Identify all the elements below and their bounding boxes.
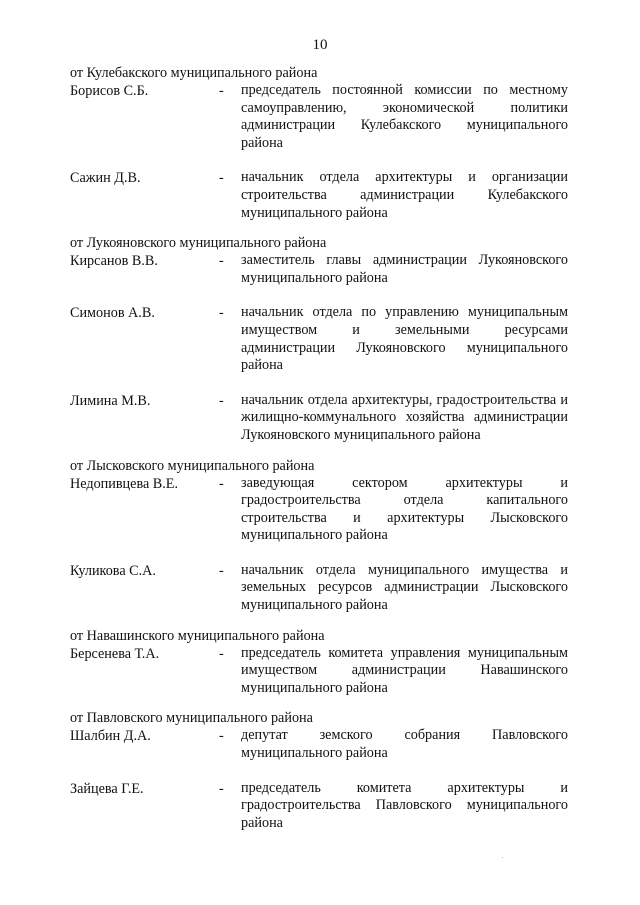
member-position: начальник отдела архитектуры, градостроительства и жилищно-коммунального хозяйства администрации Лукояновского муниципального района — [241, 391, 568, 443]
member-name: Кирсанов В.В. — [70, 253, 158, 270]
dash-separator: - — [219, 170, 224, 187]
section-header: от Навашинского муниципального района — [70, 627, 325, 644]
section-navashino — [70, 627, 570, 698]
member-entry — [70, 252, 570, 287]
member-position: начальник отдела муниципального имущества и земельных ресурсов администрации Лысковского муниципального района — [241, 561, 568, 614]
member-position: начальник отдела по управлению муниципальным имуществом и земельными ресурсами администрации Лукояновского муниципального района — [241, 304, 568, 374]
member-entry — [70, 475, 570, 545]
member-name: Шалбин Д.А. — [70, 728, 151, 745]
member-name: Недопивцева В.Е. — [70, 475, 179, 492]
member-name: Симонов А.В. — [70, 305, 155, 322]
section-kulebaki — [70, 64, 570, 222]
member-name: Зайцева Г.Е. — [70, 780, 144, 797]
dash-separator: - — [219, 562, 224, 579]
dash-separator: - — [219, 305, 224, 322]
member-entry — [70, 562, 570, 615]
member-position: председатель постоянной комиссии по местному самоуправлению, экономической политики администрации Кулебакского муниципального района — [241, 82, 568, 151]
member-entry — [70, 780, 570, 833]
section-header: от Павловского муниципального района — [70, 710, 313, 727]
member-name: Лимина М.В. — [70, 392, 151, 409]
dash-separator: - — [219, 728, 224, 745]
member-position: начальник отдела архитектуры и организации строительства администрации Кулебакского муниципального района — [241, 169, 568, 221]
page-number: 10 — [312, 37, 328, 53]
member-entry — [70, 392, 570, 445]
member-position: депутат земского собрания Павловского муниципального района — [241, 727, 568, 762]
member-entry — [70, 645, 570, 698]
document-body — [70, 64, 570, 844]
member-entry — [70, 82, 570, 152]
dash-separator: - — [219, 392, 224, 409]
member-name: Сажин Д.В. — [70, 170, 141, 187]
section-header: от Лысковского муниципального района — [70, 457, 315, 474]
member-entry — [70, 169, 570, 222]
member-entry — [70, 304, 570, 374]
dash-separator: - — [219, 253, 224, 270]
scan-speck — [502, 857, 503, 858]
section-header: от Лукояновского муниципального района — [70, 235, 327, 252]
member-name: Куликова С.А. — [70, 562, 156, 579]
member-position: председатель комитета архитектуры и градостроительства Павловского муниципального района — [241, 779, 568, 831]
section-header: от Кулебакского муниципального района — [70, 65, 318, 81]
section-lyskovo — [70, 457, 570, 615]
section-pavlovo — [70, 709, 570, 832]
dash-separator: - — [219, 83, 224, 99]
dash-separator: - — [219, 780, 224, 797]
dash-separator: - — [219, 645, 224, 662]
member-position: заведующая сектором архитектуры и градостроительства отдела капитального строительства и архитектуры Лысковского муниципального района — [241, 474, 568, 544]
dash-separator: - — [219, 475, 224, 492]
member-entry — [70, 727, 570, 762]
member-name: Борисов С.Б. — [70, 83, 149, 99]
member-position: председатель комитета управления муниципальным имуществом администрации Навашинского муниципального района — [241, 644, 568, 696]
member-name: Берсенева Т.А. — [70, 645, 160, 662]
member-position: заместитель главы администрации Лукояновского муниципального района — [241, 252, 568, 286]
section-lukoyanov — [70, 234, 570, 444]
